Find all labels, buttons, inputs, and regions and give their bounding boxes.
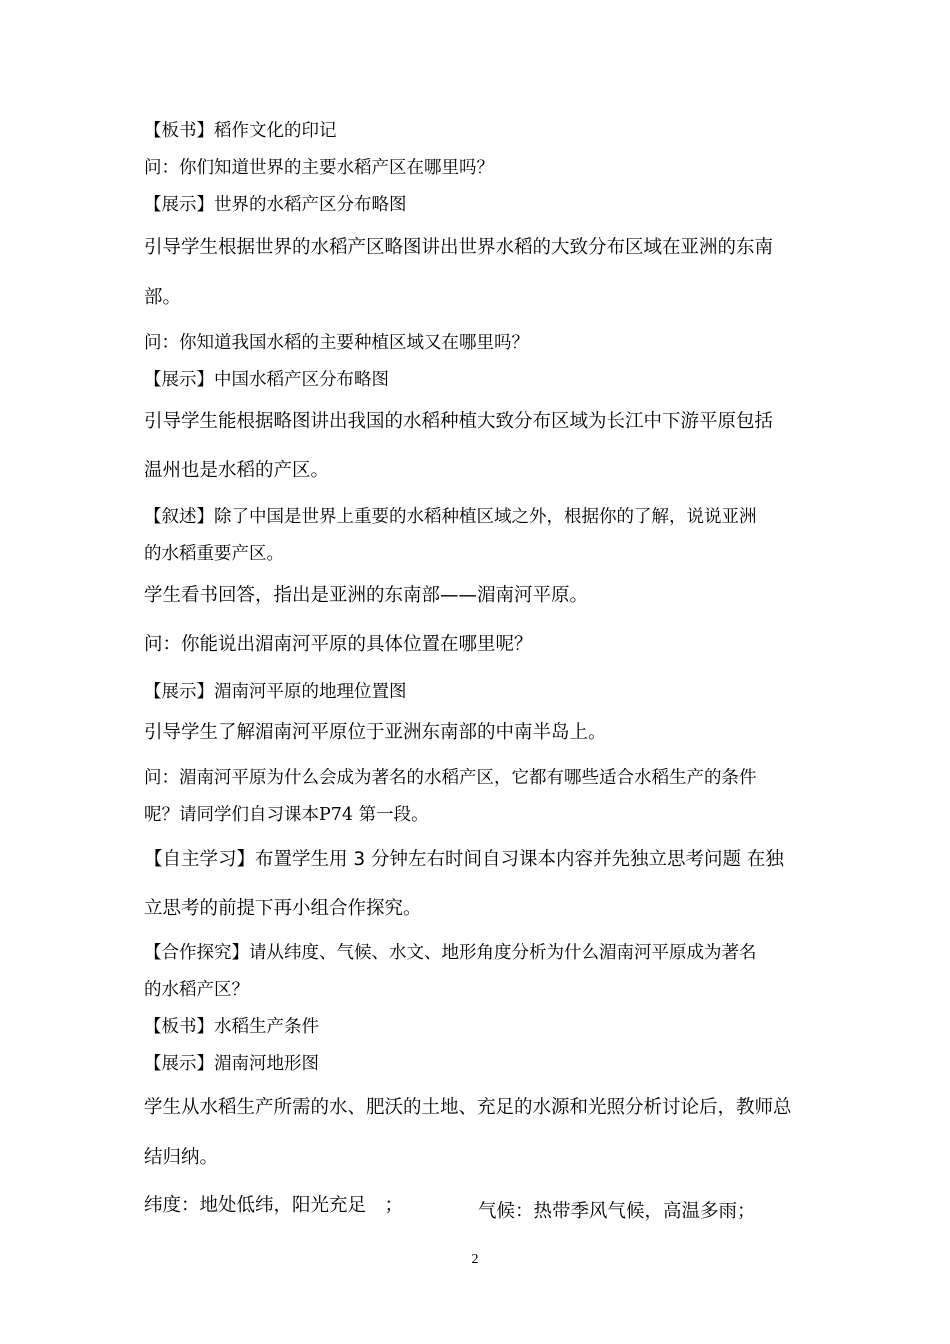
conditions-row xyxy=(144,1197,403,1216)
self-study-line: 【自主学习】布置学生用 3 分钟左右时间自习课本内容并先独立思考问题 在独 xyxy=(144,849,784,870)
climate-condition: 气候：热带季风气候，高温多雨； xyxy=(478,1201,756,1222)
cooperative-inquiry-line-cont: 的水稻产区？ xyxy=(144,980,249,1000)
guide-line: 引导学生能根据略图讲出我国的水稻种植大致分布区域为长江中下游平原包括 xyxy=(144,411,774,432)
student-discussion-line: 学生从水稻生产所需的水、肥沃的土地、充足的水源和光照分析讨论后，教师总 xyxy=(144,1097,792,1118)
guide-line-cont: 温州也是水稻的产区。 xyxy=(144,460,330,481)
guide-line: 引导学生了解湄南河平原位于亚洲东南部的中南半岛上。 xyxy=(144,722,607,743)
question-line: 问：湄南河平原为什么会成为著名的水稻产区，它都有哪些适合水稻生产的条件 xyxy=(144,768,757,788)
narration-line: 【叙述】除了中国是世界上重要的水稻种植区域之外，根据你的了解，说说亚洲 xyxy=(144,507,757,527)
display-line: 【展示】世界的水稻产区分布略图 xyxy=(144,195,407,215)
page-number: 2 xyxy=(471,1252,479,1267)
student-answer-line: 学生看书回答，指出是亚洲的东南部——湄南河平原。 xyxy=(144,585,589,606)
cooperative-inquiry-line: 【合作探究】请从纬度、气候、水文、地形角度分析为什么湄南河平原成为著名 xyxy=(144,943,757,963)
guide-line-cont: 部。 xyxy=(144,287,182,308)
self-study-line-cont: 立思考的前提下再小组合作探究。 xyxy=(144,898,422,919)
narration-line-cont: 的水稻重要产区。 xyxy=(144,544,284,564)
board-note-heading: 【板书】稻作文化的印记 xyxy=(144,121,337,141)
student-discussion-line-cont: 结归纳。 xyxy=(144,1147,219,1168)
question-line: 问：你知道我国水稻的主要种植区域又在哪里吗？ xyxy=(144,333,529,353)
question-line: 问：你们知道世界的主要水稻产区在哪里吗？ xyxy=(144,158,494,178)
question-line-cont: 呢？请同学们自习课本P74 第一段。 xyxy=(144,805,429,825)
question-line: 问：你能说出湄南河平原的具体位置在哪里呢？ xyxy=(144,634,533,655)
display-line: 【展示】湄南河地形图 xyxy=(144,1054,319,1074)
guide-line: 引导学生根据世界的水稻产区略图讲出世界水稻的大致分布区域在亚洲的东南 xyxy=(144,237,774,258)
board-note-line: 【板书】水稻生产条件 xyxy=(144,1017,319,1037)
display-line: 【展示】中国水稻产区分布略图 xyxy=(144,370,389,390)
latitude-condition: 纬度：地处低纬，阳光充足 ； xyxy=(144,1195,404,1216)
display-line: 【展示】湄南河平原的地理位置图 xyxy=(144,682,407,702)
